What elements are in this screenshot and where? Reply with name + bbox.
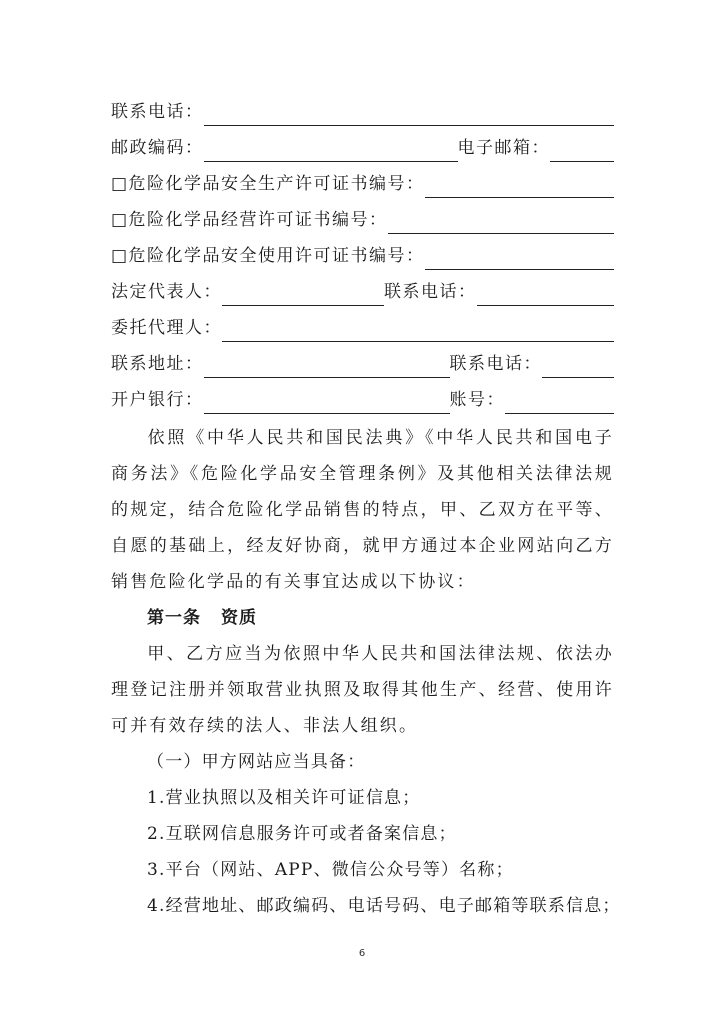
operation-license-label: □危险化学品经营许可证书编号： [111, 210, 388, 230]
preamble-text: 依照《中华人民共和国民法典》《中华人民共和国电子商务法》《危险化学品安全管理条例》及其他相关法律法规的规定，结合危险化学品销售的特点，甲、乙双方在平等、自愿的基础上，经友好协商，就甲方通过本企业网站向乙方销售危险化学品的有关事宜达成以下协议： [111, 428, 614, 592]
legal-rep-label: 法定代表人： [111, 282, 222, 302]
subsection-heading: （一）甲方网站应当具备： [147, 752, 366, 772]
production-license-blank [425, 175, 614, 198]
list-item: 1.营业执照以及相关许可证信息； [147, 788, 421, 808]
article-title: 资质 [221, 608, 257, 628]
address-blank [204, 355, 450, 378]
bank-row [111, 382, 614, 418]
address-label: 联系地址： [111, 354, 204, 374]
list-item: 4.经营地址、邮政编码、电话号码、电子邮箱等联系信息； [147, 896, 621, 916]
postal-email-row [111, 130, 614, 166]
agent-row [111, 310, 614, 346]
article-number: 第一条 [147, 608, 201, 628]
production-license-label: □危险化学品安全生产许可证书编号： [111, 174, 425, 194]
page-number: 6 [358, 948, 366, 959]
operation-license-row [111, 202, 614, 238]
account-blank [505, 391, 614, 414]
address-row [111, 346, 614, 382]
postal-code-label: 邮政编码： [111, 138, 204, 158]
preamble-paragraph [111, 420, 614, 600]
address-phone-label: 联系电话： [449, 354, 542, 374]
contact-phone-blank [204, 103, 615, 126]
contact-phone-row [111, 94, 614, 130]
email-label: 电子邮箱： [457, 138, 550, 158]
article-heading [147, 600, 257, 636]
article-paragraph [111, 636, 614, 744]
article-text: 甲、乙方应当为依照中华人民共和国法律法规、依法办理登记注册并领取营业执照及取得其他生产、经营、使用许可并有效存续的法人、非法人组织。 [111, 644, 614, 736]
agent-blank [222, 319, 614, 342]
address-phone-blank [542, 355, 614, 378]
contact-phone-label: 联系电话： [111, 102, 204, 122]
legal-rep-phone-label: 联系电话： [384, 282, 477, 302]
operation-license-blank [388, 211, 614, 234]
list-item: 3.平台（网站、APP、微信公众号等）名称； [147, 860, 514, 880]
list-item: 2.互联网信息服务许可或者备案信息； [147, 824, 457, 844]
bank-blank [204, 391, 450, 414]
use-license-label: □危险化学品安全使用许可证书编号： [111, 246, 425, 266]
legal-rep-blank [222, 283, 384, 306]
email-blank [550, 139, 614, 162]
account-label: 账号： [449, 390, 505, 410]
legal-rep-phone-blank [477, 283, 615, 306]
production-license-row [111, 166, 614, 202]
bank-label: 开户银行： [111, 390, 204, 410]
use-license-blank [425, 247, 614, 270]
agent-label: 委托代理人： [111, 318, 222, 338]
postal-code-blank [204, 139, 458, 162]
legal-rep-row [111, 274, 614, 310]
use-license-row [111, 238, 614, 274]
